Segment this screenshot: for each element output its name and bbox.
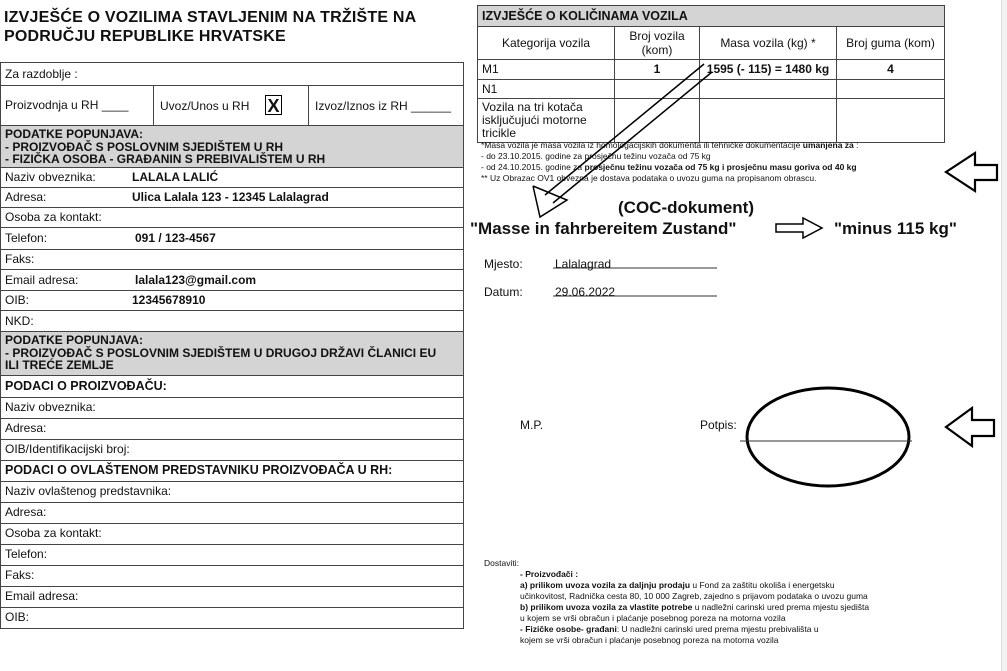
delivery-notes	[484, 558, 954, 646]
izvoz-option[interactable]: Izvoz/Iznos iz RH ______	[308, 86, 463, 125]
note2: - do 23.10.2015. godine za prosječnu težinu vozača od 75 kg	[481, 151, 711, 161]
d-b-l2: u kojem se vrši obračun i plaćanje posebnog poreza na motorna vozila	[520, 613, 786, 623]
note3-b: prosječnu težinu vozača od 75 kg i prosječnu masu goriva od 40 kg	[584, 162, 857, 172]
mjesto-label: Mjesto:	[484, 257, 523, 271]
minus-label: "minus 115 kg"	[834, 219, 957, 238]
d-b-rest: u nadležni carinski ured prema mjestu sjedišta	[692, 602, 870, 612]
r-telefon-label: Telefon:	[5, 547, 48, 561]
r-naziv-label: Naziv ovlaštenog predstavnika:	[5, 484, 172, 498]
email-label: Email adresa:	[5, 273, 79, 287]
col-masa: Masa vozila (kg) *	[700, 27, 837, 60]
adresa-label: Adresa:	[5, 190, 47, 204]
section-foreign-line2: - PROIZVOĐAČ S POSLOVNIM SJEDIŠTEM U DRUGOJ DRŽAVI ČLANICI EU	[5, 345, 437, 360]
period-label: Za razdoblje :	[5, 67, 78, 81]
section-foreign-line3: ILI TREĆE ZEMLJE	[5, 358, 114, 372]
row-m1-label: M1	[478, 60, 615, 80]
email-value[interactable]: lalala123@gmail.com	[135, 273, 257, 287]
obveznik-label: Naziv obveznika:	[5, 170, 96, 184]
r-email-label: Email adresa:	[5, 589, 79, 603]
mp-label: M.P.	[520, 418, 544, 432]
note3-a: - od 24.10.2015. godine za	[481, 162, 585, 172]
representative-header: PODACI O OVLAŠTENOM PREDSTAVNIKU PROIZVOĐAČA U RH:	[1, 460, 463, 481]
d-f-rest: : U nadležni carinski ured prema mjestu prebivališta u	[616, 624, 819, 634]
section-foreign-line1: PODATKE POPUNJAVA:	[5, 333, 144, 347]
p-obveznik-label: Naziv obveznika:	[5, 400, 96, 414]
oib-value[interactable]: 12345678910	[132, 293, 206, 307]
obveznik-value[interactable]: LALALA LALIĆ	[132, 170, 219, 184]
d-a-bold: a) prilikom uvoza vozila za daljnju prodaju	[520, 580, 691, 590]
osoba-label: Osoba za kontakt:	[5, 210, 102, 224]
uvoz-checkbox[interactable]: X	[265, 95, 282, 115]
telefon-value[interactable]: 091 / 123-4567	[135, 231, 216, 245]
col-broj-line2: (kom)	[641, 43, 673, 57]
section-domestic-line3: - FIZIČKA OSOBA - GRAĐANIN S PREBIVALIŠTEM U RH	[5, 152, 326, 166]
d-b-bold: b) prilikom uvoza vozila za vlastite potrebe	[520, 602, 693, 612]
row-m1-masa[interactable]: 1595 (- 115) = 1480 kg	[700, 60, 837, 80]
row-tricikl-line3: tricikle	[482, 126, 517, 140]
section-domestic-line2: - PROIZVOĐAČ S POSLOVNIM SJEDIŠTEM U RH	[5, 139, 284, 154]
manufacturer-header: PODACI O PROIZVOĐAČU:	[1, 375, 463, 397]
masse-label: "Masse in fahrbereitem Zustand"	[470, 219, 737, 238]
note4: ** Uz Obrazac OV1 obvezna je dostava podataka o uvozu guma na propisanom obrascu.	[481, 173, 817, 183]
row-tricikl-line1: Vozila na tri kotača	[482, 100, 583, 114]
note1-b: umanjena za	[802, 140, 854, 150]
datum-value[interactable]: 29.06.2022	[555, 285, 616, 299]
section-domestic-line1: PODATKE POPUNJAVA:	[5, 127, 144, 141]
left-arrow-icon-signature	[946, 408, 994, 446]
row-tricikl-line2: isključujući motorne	[482, 113, 587, 127]
page-edge	[1001, 0, 1007, 671]
proizvodnja-option[interactable]: Proizvodnja u RH ____	[5, 98, 129, 112]
datum-label: Datum:	[484, 285, 523, 299]
dostaviti-label: Dostaviti:	[484, 558, 519, 568]
col-kategorija: Kategorija vozila	[478, 27, 615, 60]
coc-label: (COC-dokument)	[618, 198, 754, 217]
mjesto-value[interactable]: Lalalagrad	[555, 257, 612, 271]
r-oib-label: OIB:	[5, 610, 30, 624]
d-a-rest: u Fond za zaštitu okoliša i energetsku	[690, 580, 835, 590]
left-arrow-icon	[946, 153, 997, 191]
signature-ellipse	[747, 388, 909, 486]
row-m1-gume[interactable]: 4	[837, 60, 945, 80]
r-faks-label: Faks:	[5, 568, 35, 582]
row-m1-broj[interactable]: 1	[615, 60, 700, 80]
col-broj-line1: Broj vozila	[629, 29, 685, 43]
quantity-table-title: IZVJEŠĆE O KOLIČINAMA VOZILA	[478, 6, 945, 27]
telefon-label: Telefon:	[5, 231, 48, 245]
d-a-l2: učinkovitost, Radnička cesta 80, 10 000 Zagreb, zajedno s prijavom podataka o uvozu guma	[520, 591, 868, 601]
d-f-bold: - Fizičke osobe- građani	[520, 624, 617, 634]
d-proizvodaci: - Proizvođači :	[520, 569, 579, 579]
d-f-l2: kojem se vrši obračun i plaćanje posebnog poreza na motorna vozila	[520, 635, 779, 645]
uvoz-label: Uvoz/Unos u RH	[160, 99, 250, 113]
note1-c: :	[853, 140, 859, 150]
note1-a: *Masa vozila je masa vozila iz homologacijskih dokumenta ili tehničke dokumentacije	[481, 140, 803, 150]
row-n1-label: N1	[478, 80, 615, 99]
adresa-value[interactable]: Ulica Lalala 123 - 12345 Lalalagrad	[132, 190, 329, 204]
r-osoba-label: Osoba za kontakt:	[5, 526, 102, 540]
form-title: IZVJEŠĆE O VOZILIMA STAVLJENIM NA TRŽIŠTE NA PODRUČJU REPUBLIKE HRVATSKE	[4, 9, 416, 45]
right-arrow-icon	[776, 218, 822, 238]
p-oib-label: OIB/Identifikacijski broj:	[5, 442, 130, 456]
r-adresa-label: Adresa:	[5, 505, 47, 519]
col-gume: Broj guma (kom)	[837, 27, 945, 60]
potpis-label: Potpis:	[700, 418, 737, 432]
diagonal-arrow-icon	[533, 64, 712, 217]
oib-label: OIB:	[5, 293, 30, 307]
faks-label: Faks:	[5, 252, 35, 266]
p-adresa-label: Adresa:	[5, 421, 47, 435]
nkd-label: NKD:	[5, 314, 34, 328]
